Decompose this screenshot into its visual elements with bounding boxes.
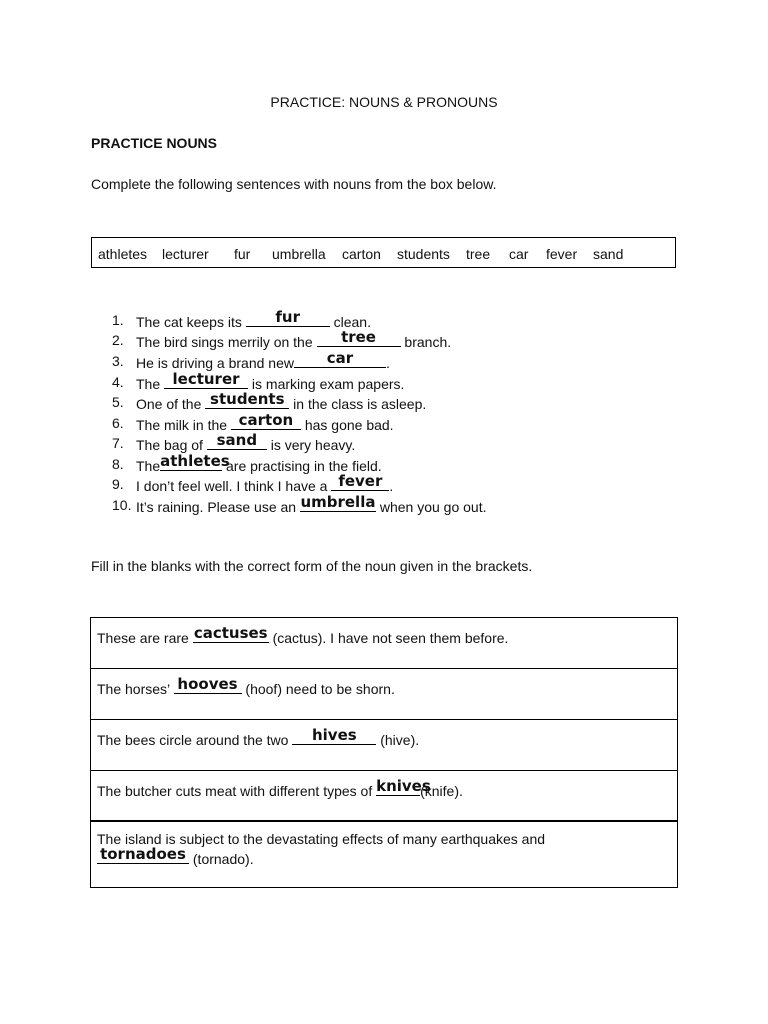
item-number: 9. — [112, 476, 124, 492]
item-text-before: The milk in the — [136, 417, 231, 433]
answer-blank — [331, 472, 389, 491]
answer-blank — [292, 726, 376, 745]
answer-text: athletes — [160, 452, 230, 470]
item-text-before: He is driving a brand new — [136, 355, 294, 371]
answer-text: cactuses — [193, 624, 268, 642]
item-text-before: The cat keeps its — [136, 314, 246, 330]
answer-text: tornadoes — [100, 845, 186, 863]
table-row — [91, 669, 677, 720]
word-box-item: lecturer — [162, 246, 209, 262]
answer-blank — [97, 845, 189, 864]
answer-blank — [205, 390, 289, 409]
page-title: PRACTICE: NOUNS & PRONOUNS — [270, 94, 498, 110]
answer-text: students — [210, 390, 285, 408]
answer-text: knives — [376, 777, 431, 795]
table-row — [91, 618, 677, 669]
row-text-before: The butcher cuts meat with different types of — [97, 783, 377, 799]
answer-blank — [300, 493, 376, 512]
word-box-item: car — [509, 246, 529, 262]
table-row — [91, 821, 677, 887]
word-box — [91, 237, 676, 268]
item-number: 3. — [112, 353, 124, 369]
row-text-after: (hive). — [376, 732, 420, 748]
item-number: 1. — [112, 312, 124, 328]
item-text-before: One of the — [136, 396, 206, 412]
answer-text: hives — [311, 726, 357, 744]
item-number: 5. — [112, 394, 124, 410]
item-text-after: has gone bad. — [300, 417, 394, 433]
row-text-before: These are rare — [97, 630, 193, 646]
item-text-after: when you go out. — [375, 499, 487, 515]
item-text-after: clean. — [329, 314, 371, 330]
row-text-after: (tornado). — [189, 851, 254, 867]
item-number: 6. — [112, 415, 124, 431]
item-text-after: is very heavy. — [266, 437, 356, 453]
item-number: 4. — [112, 374, 124, 390]
answer-blank — [207, 431, 267, 450]
row-text-before: The island is subject to the devastating effects of many earthquakes and — [97, 831, 546, 847]
answer-text: umbrella — [300, 493, 376, 511]
answer-blank — [317, 328, 401, 347]
answer-text: tree — [341, 328, 376, 346]
exercise-table — [90, 617, 678, 888]
word-box-item: tree — [466, 246, 491, 262]
answer-text: lecturer — [172, 370, 240, 388]
answer-text: fur — [275, 308, 301, 326]
word-box-item: fur — [234, 246, 251, 262]
table-row — [91, 720, 677, 771]
answer-blank — [246, 308, 330, 327]
row-text-after: (hoof) need to be shorn. — [241, 681, 395, 697]
item-text-before: It’s raining. Please use an — [136, 499, 300, 515]
item-text-after: is marking exam papers. — [248, 376, 405, 392]
answer-text: sand — [216, 431, 258, 449]
item-number: 8. — [112, 456, 124, 472]
item-text-after: branch. — [400, 334, 452, 350]
answer-blank — [160, 452, 230, 471]
section-heading-nouns: PRACTICE NOUNS — [91, 135, 218, 151]
row-text-before: The bees circle around the two — [97, 732, 293, 748]
row-text-after: (knife). — [420, 783, 463, 799]
answer-blank — [376, 777, 431, 796]
row-text-after: (cactus). I have not seen them before. — [268, 630, 509, 646]
item-text-after: in the class is asleep. — [289, 396, 427, 412]
instruction-2: Fill in the blanks with the correct form of the noun given in the brackets. — [91, 558, 533, 574]
item-text-before: The — [136, 458, 161, 474]
item-text-before: The — [136, 376, 165, 392]
item-text-before: The bird sings merrily on the — [136, 334, 317, 350]
answer-text: hooves — [177, 675, 238, 693]
row-text-before: The horses’ — [97, 681, 174, 697]
answer-blank — [164, 370, 248, 389]
answer-text: fever — [338, 472, 383, 490]
word-box-item: umbrella — [272, 246, 326, 262]
item-text-after: are practising in the field. — [222, 458, 382, 474]
item-number: 7. — [112, 435, 124, 451]
answer-text: carton — [238, 411, 294, 429]
item-number: 10. — [112, 497, 132, 513]
answer-blank — [231, 411, 301, 430]
item-text-after: . — [389, 478, 394, 494]
answer-blank — [193, 624, 269, 643]
word-box-item: students — [397, 246, 450, 262]
item-text-before: I don’t feel well. I think I have a — [136, 478, 332, 494]
item-number: 2. — [112, 332, 124, 348]
answer-text: car — [326, 349, 354, 367]
table-row — [91, 771, 677, 821]
answer-blank — [174, 675, 242, 694]
word-box-item: carton — [342, 246, 381, 262]
word-box-item: athletes — [98, 246, 148, 262]
word-box-item: fever — [546, 246, 578, 262]
word-box-item: sand — [593, 246, 624, 262]
instruction-1: Complete the following sentences with nouns from the box below. — [91, 176, 497, 192]
item-text-after: . — [385, 355, 390, 371]
answer-blank — [294, 349, 386, 368]
item-text-before: The bag of — [136, 437, 207, 453]
